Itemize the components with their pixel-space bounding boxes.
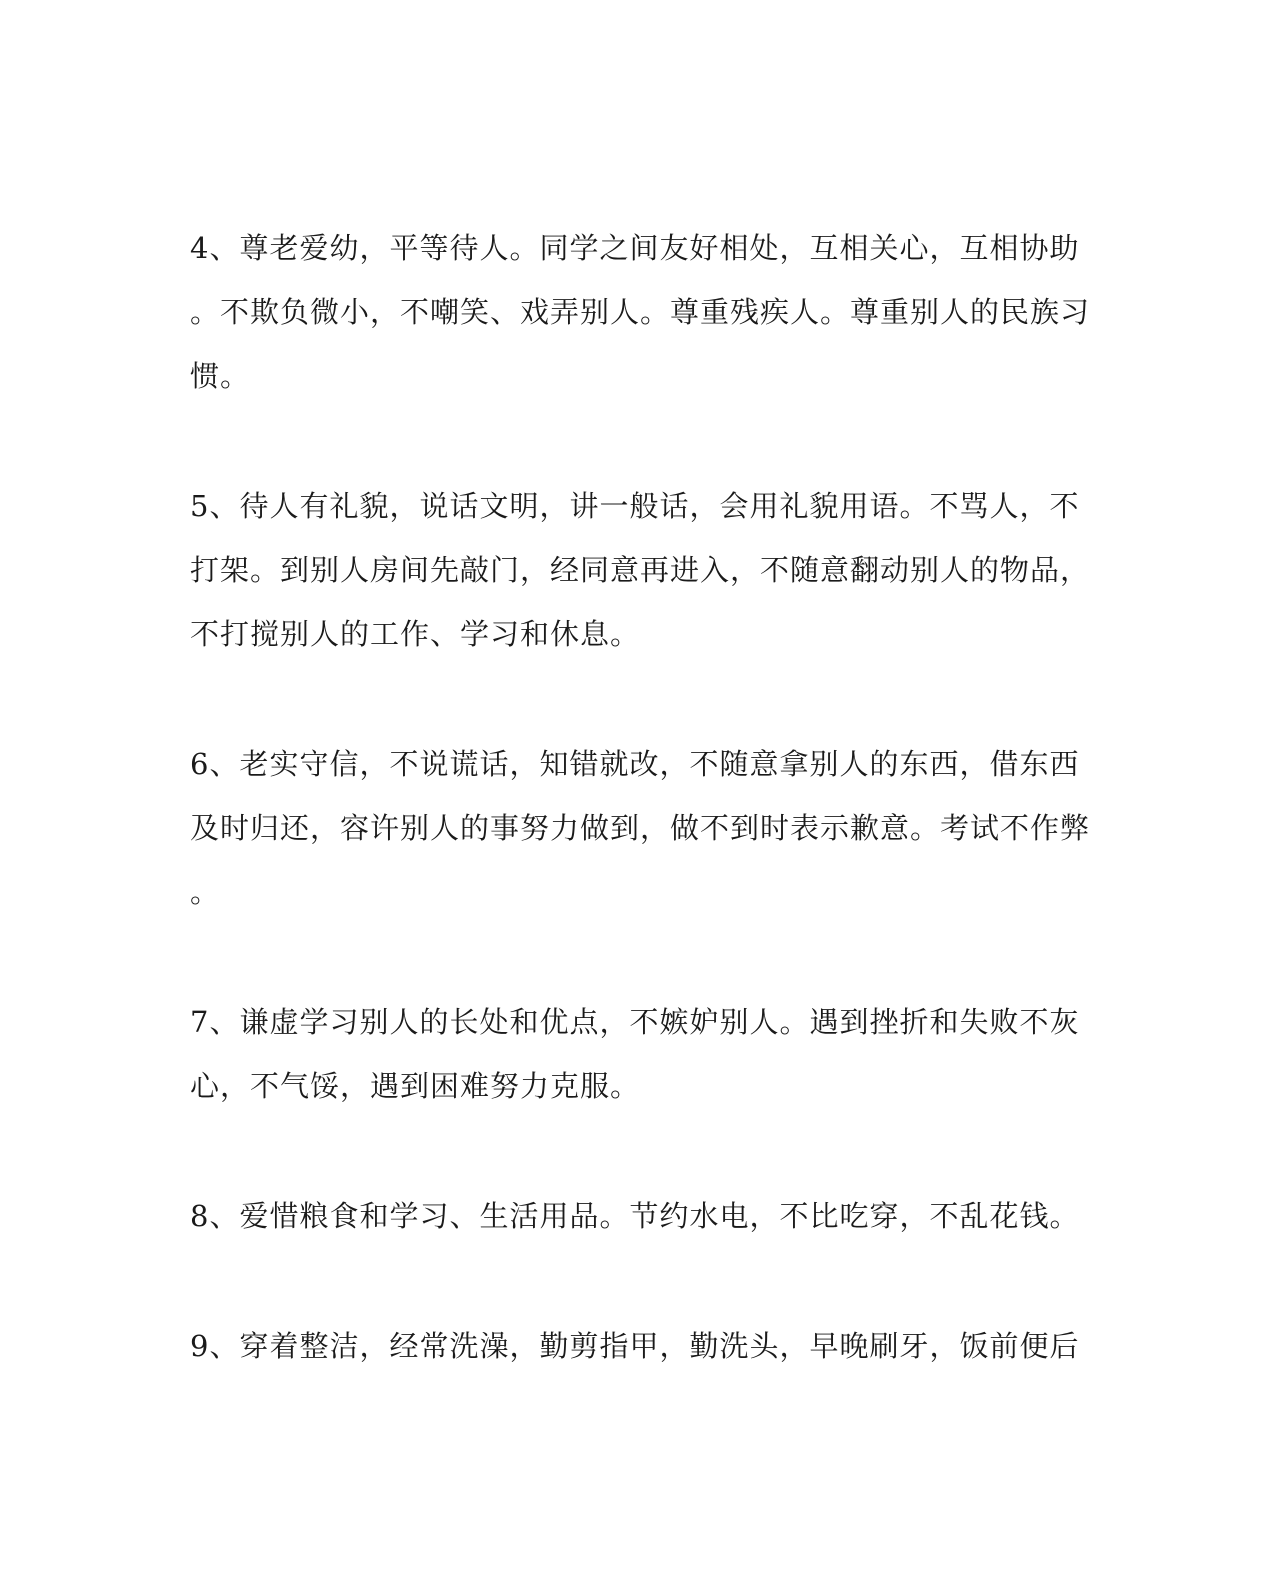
document-body: [190, 216, 1091, 1444]
paragraph-line: 打架。到别人房间先敲门，经同意再进入，不随意翻动别人的物品，: [190, 553, 1091, 587]
paragraph-line: 8、爱惜粮食和学习、生活用品。节约水电，不比吃穿，不乱花钱。: [190, 1199, 1080, 1233]
paragraph-line: 不打搅别人的工作、学习和休息。: [190, 617, 641, 651]
paragraph-line: 。不欺负微小，不嘲笑、戏弄别人。尊重残疾人。尊重别人的民族习: [190, 295, 1091, 329]
paragraph-item-7: [190, 990, 1080, 1118]
paragraph-line: 5、待人有礼貌，说话文明，讲一般话，会用礼貌用语。不骂人，不: [190, 489, 1080, 523]
paragraph-line: 6、老实守信，不说谎话，知错就改，不随意拿别人的东西，借东西: [190, 747, 1080, 781]
paragraph-item-6: [190, 732, 1091, 924]
paragraph-line: 9、穿着整洁，经常洗澡，勤剪指甲，勤洗头，早晚刷牙，饭前便后: [190, 1329, 1080, 1363]
paragraph-item-4: [190, 216, 1091, 408]
paragraph-line: 心，不气馁，遇到困难努力克服。: [190, 1069, 641, 1103]
paragraph-item-8: [190, 1184, 1080, 1248]
paragraph-line: 惯。: [190, 359, 251, 393]
paragraph-item-5: [190, 474, 1091, 666]
paragraph-line: 。: [190, 875, 221, 909]
paragraph-line: 7、谦虚学习别人的长处和优点，不嫉妒别人。遇到挫折和失败不灰: [190, 1005, 1080, 1039]
paragraph-line: 4、尊老爱幼，平等待人。同学之间友好相处，互相关心，互相协助: [190, 231, 1080, 265]
paragraph-item-9: [190, 1314, 1080, 1378]
paragraph-line: 及时归还，容许别人的事努力做到，做不到时表示歉意。考试不作弊: [190, 811, 1091, 845]
